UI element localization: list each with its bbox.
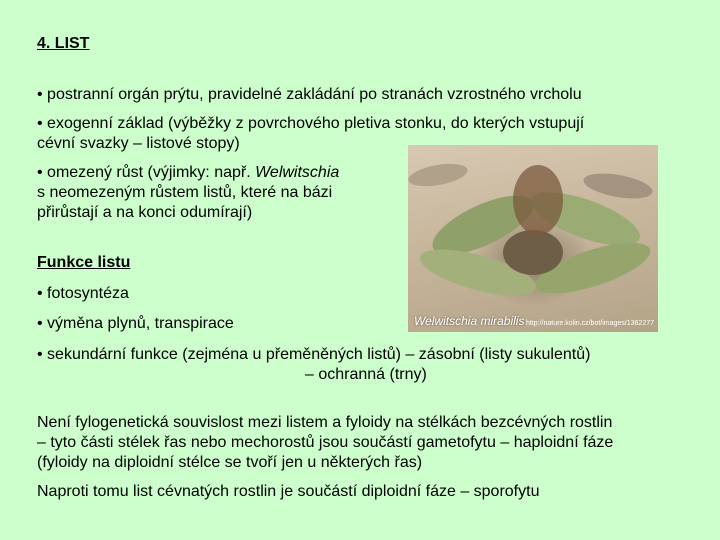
slide-title: 4. LIST — [37, 35, 90, 52]
bullet-limited-growth-line1 — [37, 163, 339, 183]
function-gas-exchange: • výměna plynů, transpirace — [37, 315, 234, 332]
limited-growth-prefix: • omezený růst (výjimky: např. — [37, 164, 256, 181]
bullet-exogenous-line1: • exogenní základ (výběžky z povrchového pletiva stonku, do kterých vstupují — [37, 115, 585, 132]
secondary-function-line2: – ochranná (trny) — [305, 366, 427, 383]
bullet-lateral-organ: • postranní orgán prýtu, pravidelné zakládání po stranách vzrostného vrcholu — [37, 86, 582, 103]
function-heading: Funkce listu — [37, 254, 131, 271]
phylogeny-line2: – tyto části stélek řas nebo mechorostů jsou součástí gametofytu – haploidní fáze — [37, 434, 614, 451]
welwitschia-genus: Welwitschia — [255, 164, 340, 181]
bullet-limited-growth-line2: s neomezeným růstem listů, které na bázi — [37, 184, 333, 201]
secondary-function-line1: • sekundární funkce (zejména u přeměněných listů) – zásobní (listy sukulentů) — [37, 346, 591, 363]
bullet-exogenous-line2: cévní svazky – listové stopy) — [37, 135, 240, 152]
photo-caption: Welwitschia mirabilis — [414, 314, 525, 328]
phylogeny-line3: (fyloidy na diploidní stélce se tvoří jen u některých řas) — [37, 454, 423, 471]
welwitschia-photo — [408, 145, 658, 332]
bullet-limited-growth-line3: přirůstají a na konci odumírají) — [37, 204, 253, 221]
sporophyte-paragraph: Naproti tomu list cévnatých rostlin je součástí diploidní fáze – sporofytu — [37, 483, 540, 500]
photo-credit: http://nature.kolin.cz/bot/images/1362277 — [525, 320, 654, 327]
phylogeny-line1: Není fylogenetická souvislost mezi listem a fyloidy na stélkách bezcévných rostlin — [37, 414, 613, 431]
function-photosynthesis: • fotosyntéza — [37, 285, 129, 302]
